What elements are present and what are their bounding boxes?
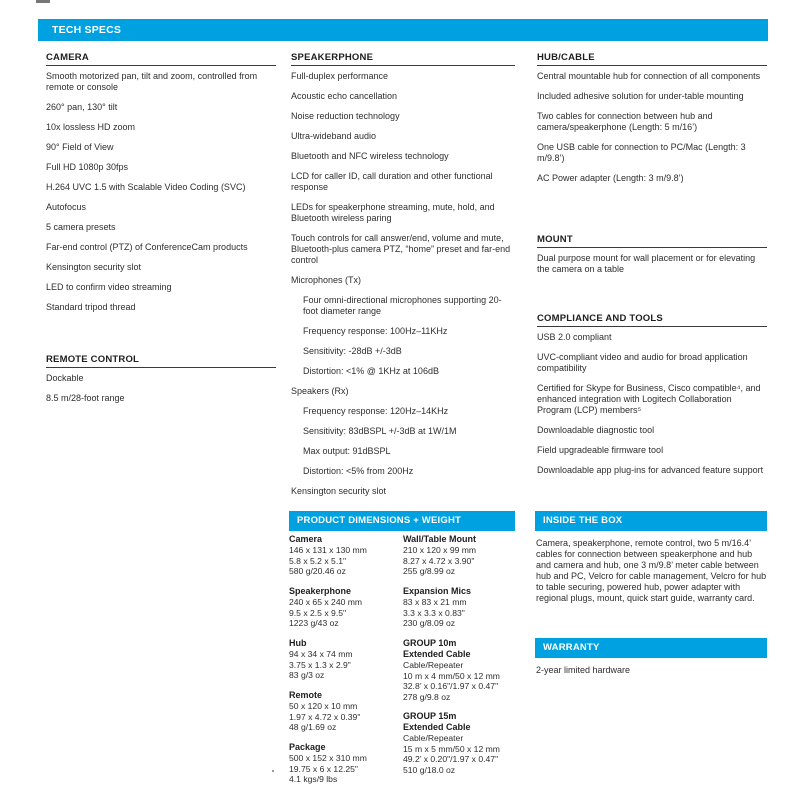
spec-item: Acoustic echo cancellation <box>291 91 398 101</box>
hub-cable-spec-list <box>537 71 767 184</box>
inside-box-section <box>535 511 767 604</box>
mount-section <box>537 234 767 275</box>
spec-item: Max output: 91dBSPL <box>303 446 391 456</box>
dimension-name: GROUP 15m Extended Cable <box>403 711 471 732</box>
spec-item: LED to confirm video streaming <box>46 282 172 292</box>
dimension-value: 580 g/20.46 oz <box>289 566 346 576</box>
spec-item: Downloadable app plug-ins for advanced feature support <box>537 465 764 475</box>
hub-cable-heading: HUB/CABLE <box>537 52 767 66</box>
spec-item: Dockable <box>46 373 84 383</box>
spec-item: Standard tripod thread <box>46 302 136 312</box>
spec-item: Two cables for connection between hub and camera/speakerphone (Length: 5 m/16’) <box>537 111 713 132</box>
dimension-value: 10 m x 4 mm/50 x 12 mm <box>403 670 500 681</box>
dimension-entry <box>289 586 401 629</box>
dimension-value: 240 x 65 x 240 mm <box>289 597 363 607</box>
dimensions-heading: PRODUCT DIMENSIONS + WEIGHT <box>289 511 515 531</box>
spec-item: Four omni-directional microphones supporting 20-foot diameter range <box>303 295 502 316</box>
dimension-value: 500 x 152 x 310 mm <box>289 753 367 763</box>
spec-item: Far-end control (PTZ) of ConferenceCam products <box>46 242 248 252</box>
dimension-value: 50 x 120 x 10 mm <box>289 701 358 711</box>
dimension-value: 48 g/1.69 oz <box>289 722 337 732</box>
spec-item: Full-duplex performance <box>291 71 389 81</box>
spec-item: 90° Field of View <box>46 142 114 152</box>
tech-specs-banner: TECH SPECS <box>38 19 768 41</box>
spec-item: Ultra-wideband audio <box>291 131 377 141</box>
mount-heading: MOUNT <box>537 234 767 248</box>
dimension-value: 83 g/3 oz <box>289 670 325 680</box>
spec-item: Sensitivity: 83dBSPL +/-3dB at 1W/1M <box>303 426 457 436</box>
spec-item: LCD for caller ID, call duration and other functional response <box>291 171 493 192</box>
dimension-value: 32.8’ x 0.16"/1.97 x 0.47" <box>403 681 499 691</box>
dimension-value: 9.5 x 2.5 x 9.5" <box>289 607 347 618</box>
dimension-value: 1223 g/43 oz <box>289 618 339 628</box>
warranty-heading: WARRANTY <box>535 638 767 658</box>
inside-box-text: Camera, speakerphone, remote control, two 5 m/16.4’ cables for connection between speakerphone and hub and camera and hub, one 3 m/9.8’ meter cable between hub and PC, Velcro for cable management, Velcro for hub to table securing, powered hub, power adapter with regional plugs, mount, quick start guide, warranty card. <box>536 538 767 603</box>
spec-item: Bluetooth and NFC wireless technology <box>291 151 449 161</box>
spec-item: 10x lossless HD zoom <box>46 122 136 132</box>
spec-item: Microphones (Tx) <box>291 275 362 285</box>
hub-cable-section <box>537 52 767 184</box>
spec-item: USB 2.0 compliant <box>537 332 612 342</box>
dimension-entry <box>403 711 515 775</box>
dimensions-bar-wrap <box>289 511 515 531</box>
spec-item: Distortion: <1% @ 1KHz at 106dB <box>303 366 439 376</box>
spec-item: AC Power adapter (Length: 3 m/9.8’) <box>537 173 684 183</box>
dimension-value: 19.75 x 6 x 12.25" <box>289 763 358 774</box>
dimension-value: 8.27 x 4.72 x 3.90" <box>403 555 475 566</box>
dimension-name: Hub <box>289 638 307 648</box>
speakerphone-spec-list <box>291 71 515 497</box>
spec-item: Certified for Skype for Business, Cisco compatible⁴, and enhanced integration with Logitech Collaboration Program (LCP) members⁵ <box>537 383 761 415</box>
camera-section <box>46 52 276 313</box>
dimension-value: 5.8 x 5.2 x 5.1" <box>289 555 347 566</box>
dimension-entry <box>403 534 515 577</box>
remote-control-section <box>46 354 276 404</box>
dimension-name: Expansion Mics <box>403 586 472 596</box>
spec-item: Included adhesive solution for under-table mounting <box>537 91 744 101</box>
dimension-value: 1.97 x 4.72 x 0.39" <box>289 711 361 722</box>
camera-spec-list <box>46 71 276 313</box>
dimension-value: 146 x 131 x 130 mm <box>289 545 367 555</box>
warranty-text: 2-year limited hardware <box>536 665 631 675</box>
dimension-name: GROUP 10m Extended Cable <box>403 638 471 659</box>
spec-item: Downloadable diagnostic tool <box>537 425 655 435</box>
dimension-entry <box>289 638 401 681</box>
dimension-name: Remote <box>289 690 323 700</box>
spec-item: Dual purpose mount for wall placement or for elevating the camera on a table <box>537 253 756 274</box>
dimension-name: Speakerphone <box>289 586 352 596</box>
spec-item: 8.5 m/28-foot range <box>46 393 125 403</box>
spec-item: Kensington security slot <box>46 262 142 272</box>
dimension-value: 278 g/9.8 oz <box>403 691 451 702</box>
stray-mark <box>272 770 274 772</box>
spec-item: Noise reduction technology <box>291 111 400 121</box>
spec-item: Frequency response: 120Hz–14KHz <box>303 406 449 416</box>
spec-item: Smooth motorized pan, tilt and zoom, controlled from remote or console <box>46 71 258 92</box>
dimension-value: Cable/Repeater <box>403 660 464 670</box>
spec-item: 260° pan, 130° tilt <box>46 102 118 112</box>
dimension-value: 255 g/8.99 oz <box>403 566 456 576</box>
spec-item: Frequency response: 100Hz–11KHz <box>303 326 448 336</box>
spec-item: Sensitivity: -28dB +/-3dB <box>303 346 402 356</box>
speakerphone-heading: SPEAKERPHONE <box>291 52 515 66</box>
dimension-name: Package <box>289 742 326 752</box>
dimension-name: Wall/Table Mount <box>403 534 476 544</box>
dimension-entry <box>289 690 401 733</box>
spec-item: Central mountable hub for connection of all components <box>537 71 761 81</box>
camera-heading: CAMERA <box>46 52 276 66</box>
dimension-value: 3.75 x 1.3 x 2.9" <box>289 659 351 670</box>
dimension-value: 210 x 120 x 99 mm <box>403 545 477 555</box>
remote-spec-list <box>46 373 276 404</box>
compliance-heading: COMPLIANCE AND TOOLS <box>537 313 767 327</box>
spec-item: Distortion: <5% from 200Hz <box>303 466 414 476</box>
spec-item: Speakers (Rx) <box>291 386 349 396</box>
inside-box-heading: INSIDE THE BOX <box>535 511 767 531</box>
dimension-value: 4.1 kgs/9 lbs <box>289 774 338 784</box>
spec-item: One USB cable for connection to PC/Mac (Length: 3 m/9.8’) <box>537 142 746 163</box>
dimension-name: Camera <box>289 534 323 544</box>
spec-item: LEDs for speakerphone streaming, mute, hold, and Bluetooth wireless paring <box>291 202 495 223</box>
mount-spec-list <box>537 253 767 275</box>
dimension-value: 49.2’ x 0.20"/1.97 x 0.47" <box>403 754 499 764</box>
dimension-value: 3.3 x 3.3 x 0.83" <box>403 607 465 618</box>
spec-item: UVC-compliant video and audio for broad application compatibility <box>537 352 748 373</box>
dimension-entry <box>403 586 515 629</box>
dimension-entry <box>289 534 401 577</box>
dimension-value: 94 x 34 x 74 mm <box>289 649 353 659</box>
dimension-value: 230 g/8.09 oz <box>403 618 456 628</box>
spec-item: 5 camera presets <box>46 222 116 232</box>
header-fragment <box>36 0 50 3</box>
spec-item: Field upgradeable firmware tool <box>537 445 664 455</box>
speakerphone-section <box>291 52 515 497</box>
dimension-entry <box>289 742 401 785</box>
spec-item: Kensington security slot <box>291 486 387 496</box>
spec-item: Touch controls for call answer/end, volume and mute, Bluetooth-plus camera PTZ, “home” preset and far-end control <box>291 233 511 265</box>
spec-item: Autofocus <box>46 202 87 212</box>
compliance-section <box>537 313 767 476</box>
dimension-value: 510 g/18.0 oz <box>403 764 456 775</box>
warranty-section <box>535 638 767 676</box>
dimension-value: 15 m x 5 mm/50 x 12 mm <box>403 743 500 754</box>
remote-control-heading: REMOTE CONTROL <box>46 354 276 368</box>
dimension-value: Cable/Repeater <box>403 733 464 743</box>
dimension-entry <box>403 638 515 702</box>
compliance-spec-list <box>537 332 767 476</box>
spec-item: Full HD 1080p 30fps <box>46 162 129 172</box>
dimension-value: 83 x 83 x 21 mm <box>403 597 467 607</box>
spec-item: H.264 UVC 1.5 with Scalable Video Coding (SVC) <box>46 182 246 192</box>
